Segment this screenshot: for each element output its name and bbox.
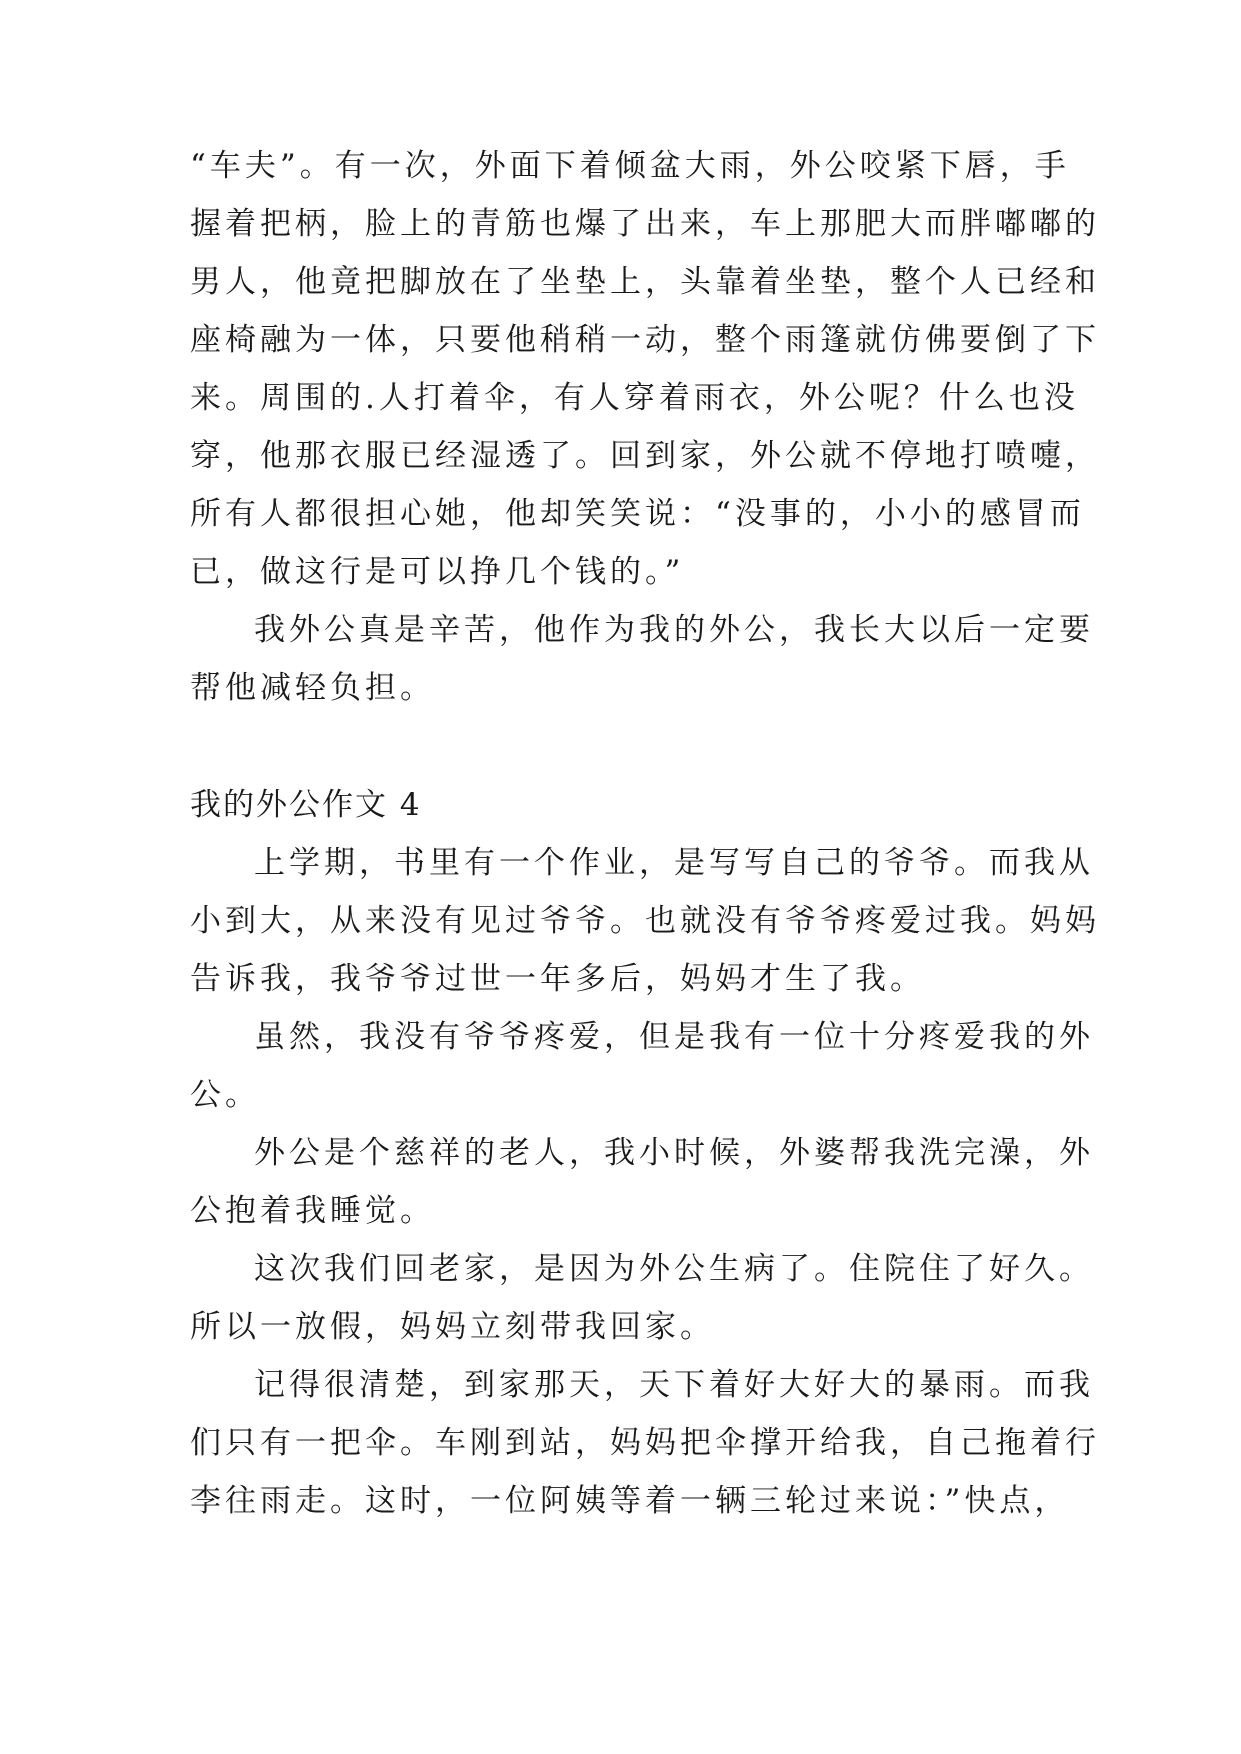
paragraph-line: 所有人都很担心她，他却笑笑说：“没事的，小小的感冒而 (190, 496, 1085, 532)
paragraph-line: 记得很清楚，到家那天，天下着好大好大的暴雨。而我 (254, 1367, 1094, 1403)
essay-section-1 (190, 137, 1100, 717)
paragraph-line: 这次我们回老家，是因为外公生病了。住院住了好久。 (254, 1251, 1094, 1287)
essay-section-2 (190, 776, 1100, 1530)
paragraph-line: 小到大，从来没有见过爷爷。也就没有爷爷疼爱过我。妈妈 (190, 903, 1100, 939)
paragraph-line: 告诉我，我爷爷过世一年多后，妈妈才生了我。 (190, 961, 925, 997)
paragraph-line: 李往雨走。这时，一位阿姨等着一辆三轮过来说：”快点， (190, 1483, 1070, 1519)
paragraph-line: 们只有一把伞。车刚到站，妈妈把伞撑开给我，自己拖着行 (190, 1425, 1100, 1461)
paragraph-line: 座椅融为一体，只要他稍稍一动，整个雨篷就仿佛要倒了下 (190, 322, 1100, 358)
paragraph-line: 帮他减轻负担。 (190, 670, 435, 706)
paragraph-line: 男人，他竟把脚放在了坐垫上，头靠着坐垫，整个人已经和 (190, 264, 1100, 300)
paragraph-line: 已，做这行是可以挣几个钱的。” (190, 554, 685, 590)
paragraph-line: 所以一放假，妈妈立刻带我回家。 (190, 1309, 715, 1345)
paragraph-line: 外公是个慈祥的老人，我小时候，外婆帮我洗完澡，外 (254, 1135, 1094, 1171)
essay-heading: 我的外公作文 4 (190, 787, 422, 823)
paragraph-line: 穿，他那衣服已经湿透了。回到家，外公就不停地打喷嚏， (190, 438, 1100, 474)
paragraph-line: 握着把柄，脸上的青筋也爆了出来，车上那肥大而胖嘟嘟的 (190, 206, 1100, 242)
paragraph-line: 上学期，书里有一个作业，是写写自己的爷爷。而我从 (254, 845, 1094, 881)
paragraph-line: 公。 (190, 1077, 260, 1113)
paragraph-line: “车夫”。有一次，外面下着倾盆大雨，外公咬紧下唇，手 (190, 148, 1070, 184)
paragraph-line: 公抱着我睡觉。 (190, 1193, 435, 1229)
paragraph-line: 虽然，我没有爷爷疼爱，但是我有一位十分疼爱我的外 (254, 1019, 1094, 1055)
paragraph-line: 来。周围的.人打着伞，有人穿着雨衣，外公呢？什么也没 (190, 380, 1079, 416)
paragraph-line: 我外公真是辛苦，他作为我的外公，我长大以后一定要 (254, 612, 1094, 648)
